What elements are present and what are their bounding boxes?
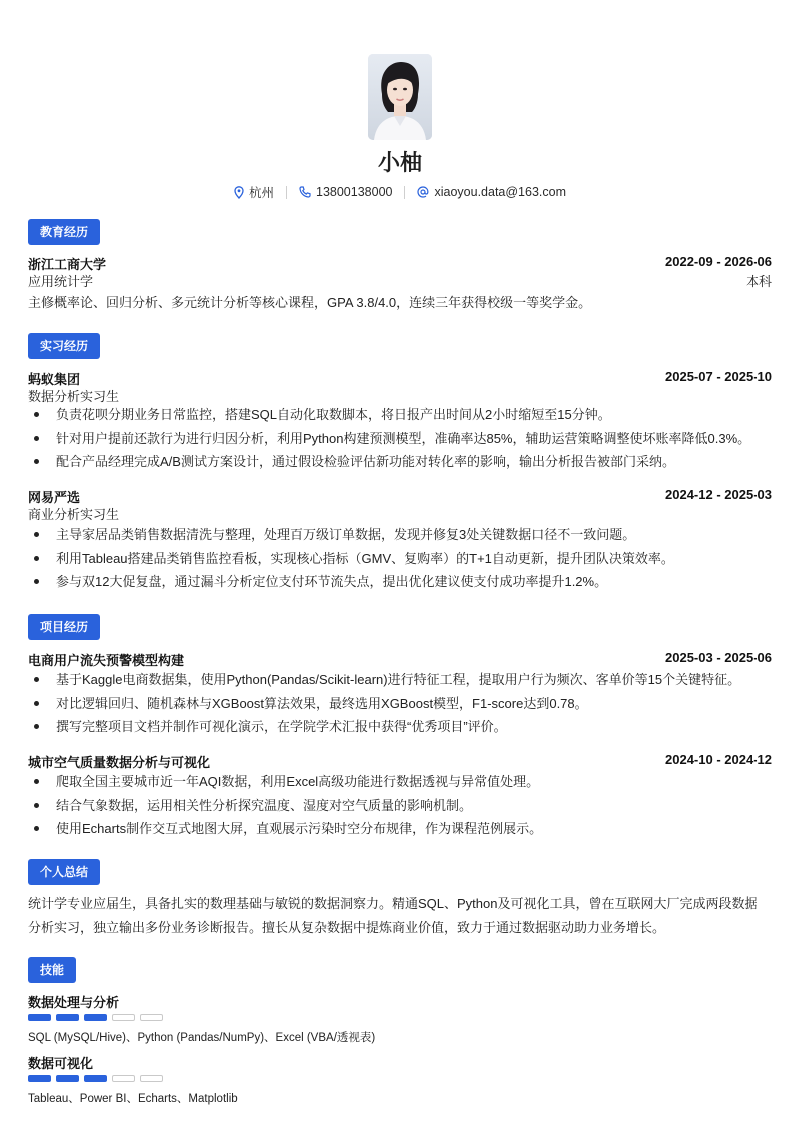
list-item: 使用Echarts制作交互式地图大屏，直观展示污染时空分布规律，作为课程范例展示。 [28,817,772,841]
company-name: 网易严选 [28,490,81,505]
internships-heading: 实习经历 [28,333,100,359]
skill-list: Tableau、Power BI、Echarts、Matplotlib [28,1093,238,1105]
list-item: 基于Kaggle电商数据集，使用Python(Pandas/Scikit-learn)进行特征工程，提取用户行为频次、客单价等15个关键特征。 [28,668,772,692]
list-item: 结合气象数据，运用相关性分析探究温度、湿度对空气质量的影响机制。 [28,794,772,818]
skill-segment-filled [84,1014,107,1021]
degree: 本科 [745,274,772,289]
role: 数据分析实习生 [28,389,120,404]
education-description: 主修概率论、回归分析、多元统计分析等核心课程，GPA 3.8/4.0，连续三年获得校级一等奖学金。 [28,295,592,310]
summary-text [28,892,772,940]
skill-title: 数据可视化 [28,1056,94,1071]
phone-icon [299,186,311,198]
internship-bullets [28,403,772,474]
education-sub-row [28,271,772,290]
skill-segment-empty [112,1014,135,1021]
summary-heading: 个人总结 [28,859,100,885]
skills-heading: 技能 [28,957,76,983]
summary-line: 分析实习，独立输出多份业务诊断报告。擅长从复杂数据中提炼商业价值，致力于通过数据驱动助力业务增长。 [28,920,666,935]
skill-segment-filled [56,1075,79,1082]
list-item: 撰写完整项目文档并制作可视化演示，在学院学术汇报中获得“优秀项目”评价。 [28,715,772,739]
list-item: 针对用户提前还款行为进行归因分析，利用Python构建预测模型，准确率达85%，辅助运营策略调整使坏账率降低0.3%。 [28,427,772,451]
skill-segment-filled [28,1075,51,1082]
project-bullets [28,668,772,739]
education-heading: 教育经历 [28,219,100,245]
skill-level-bar [28,1014,163,1021]
contact-bar [0,183,800,201]
role: 商业分析实习生 [28,507,120,522]
summary-line: 统计学专业应届生，具备扎实的数理基础与敏锐的数据洞察力。精通SQL、Python及可视化工具，曾在互联网大厂完成两段数据 [28,896,758,911]
list-item: 参与双12大促复盘，通过漏斗分析定位支付环节流失点，提出优化建议使支付成功率提升1.2%。 [28,570,772,594]
list-item: 利用Tableau搭建品类销售监控看板，实现核心指标（GMV、复购率）的T+1自动更新，提升团队决策效率。 [28,547,772,571]
email-text[interactable]: xiaoyou.data@163.com [434,185,567,199]
internship-bullets [28,523,772,594]
location-pin-icon [234,186,244,199]
internship-dates: 2025-07 - 2025-10 [665,369,772,384]
avatar [368,54,432,140]
skill-title: 数据处理与分析 [28,995,120,1010]
internship-dates: 2024-12 - 2025-03 [665,487,772,502]
company-name: 蚂蚁集团 [28,372,81,387]
divider [286,186,287,199]
list-item: 主导家居品类销售数据清洗与整理，处理百万级订单数据，发现并修复3处关键数据口径不一致问题。 [28,523,772,547]
project-title: 城市空气质量数据分析与可视化 [28,755,211,770]
contact-city [234,183,274,201]
project-header-row [28,650,772,669]
project-title: 电商用户流失预警模型构建 [28,653,185,668]
skill-level-bar [28,1075,163,1082]
projects-heading: 项目经历 [28,614,100,640]
project-bullets [28,770,772,841]
skill-segment-filled [56,1014,79,1021]
list-item: 负责花呗分期业务日常监控，搭建SQL自动化取数脚本，将日报产出时间从2小时缩短至15分钟。 [28,403,772,427]
skill-list: SQL (MySQL/Hive)、Python (Pandas/NumPy)、Excel (VBA/透视表) [28,1032,376,1044]
city-text: 杭州 [248,186,274,200]
education-dates: 2022-09 - 2026-06 [665,254,772,269]
phone-text[interactable]: 13800138000 [316,185,393,199]
list-item: 对比逻辑回归、随机森林与XGBoost算法效果，最终选用XGBoost模型，F1-score达到0.78。 [28,692,772,716]
major: 应用统计学 [28,274,94,289]
candidate-name: 小柚 [377,150,422,175]
list-item: 爬取全国主要城市近一年AQI数据，利用Excel高级功能进行数据透视与异常值处理。 [28,770,772,794]
skill-segment-filled [84,1075,107,1082]
school-name: 浙江工商大学 [28,257,107,272]
divider [404,186,405,199]
contact-email [417,185,566,199]
at-sign-icon [417,186,429,198]
skill-segment-empty [140,1075,163,1082]
skill-segment-empty [112,1075,135,1082]
skill-segment-filled [28,1014,51,1021]
internship-role-row [28,504,772,523]
project-header-row [28,752,772,771]
list-item: 配合产品经理完成A/B测试方案设计，通过假设检验评估新功能对转化率的影响，输出分析报告被部门采纳。 [28,450,772,474]
project-dates: 2025-03 - 2025-06 [665,650,772,665]
skill-segment-empty [140,1014,163,1021]
project-dates: 2024-10 - 2024-12 [665,752,772,767]
contact-phone [299,185,392,199]
